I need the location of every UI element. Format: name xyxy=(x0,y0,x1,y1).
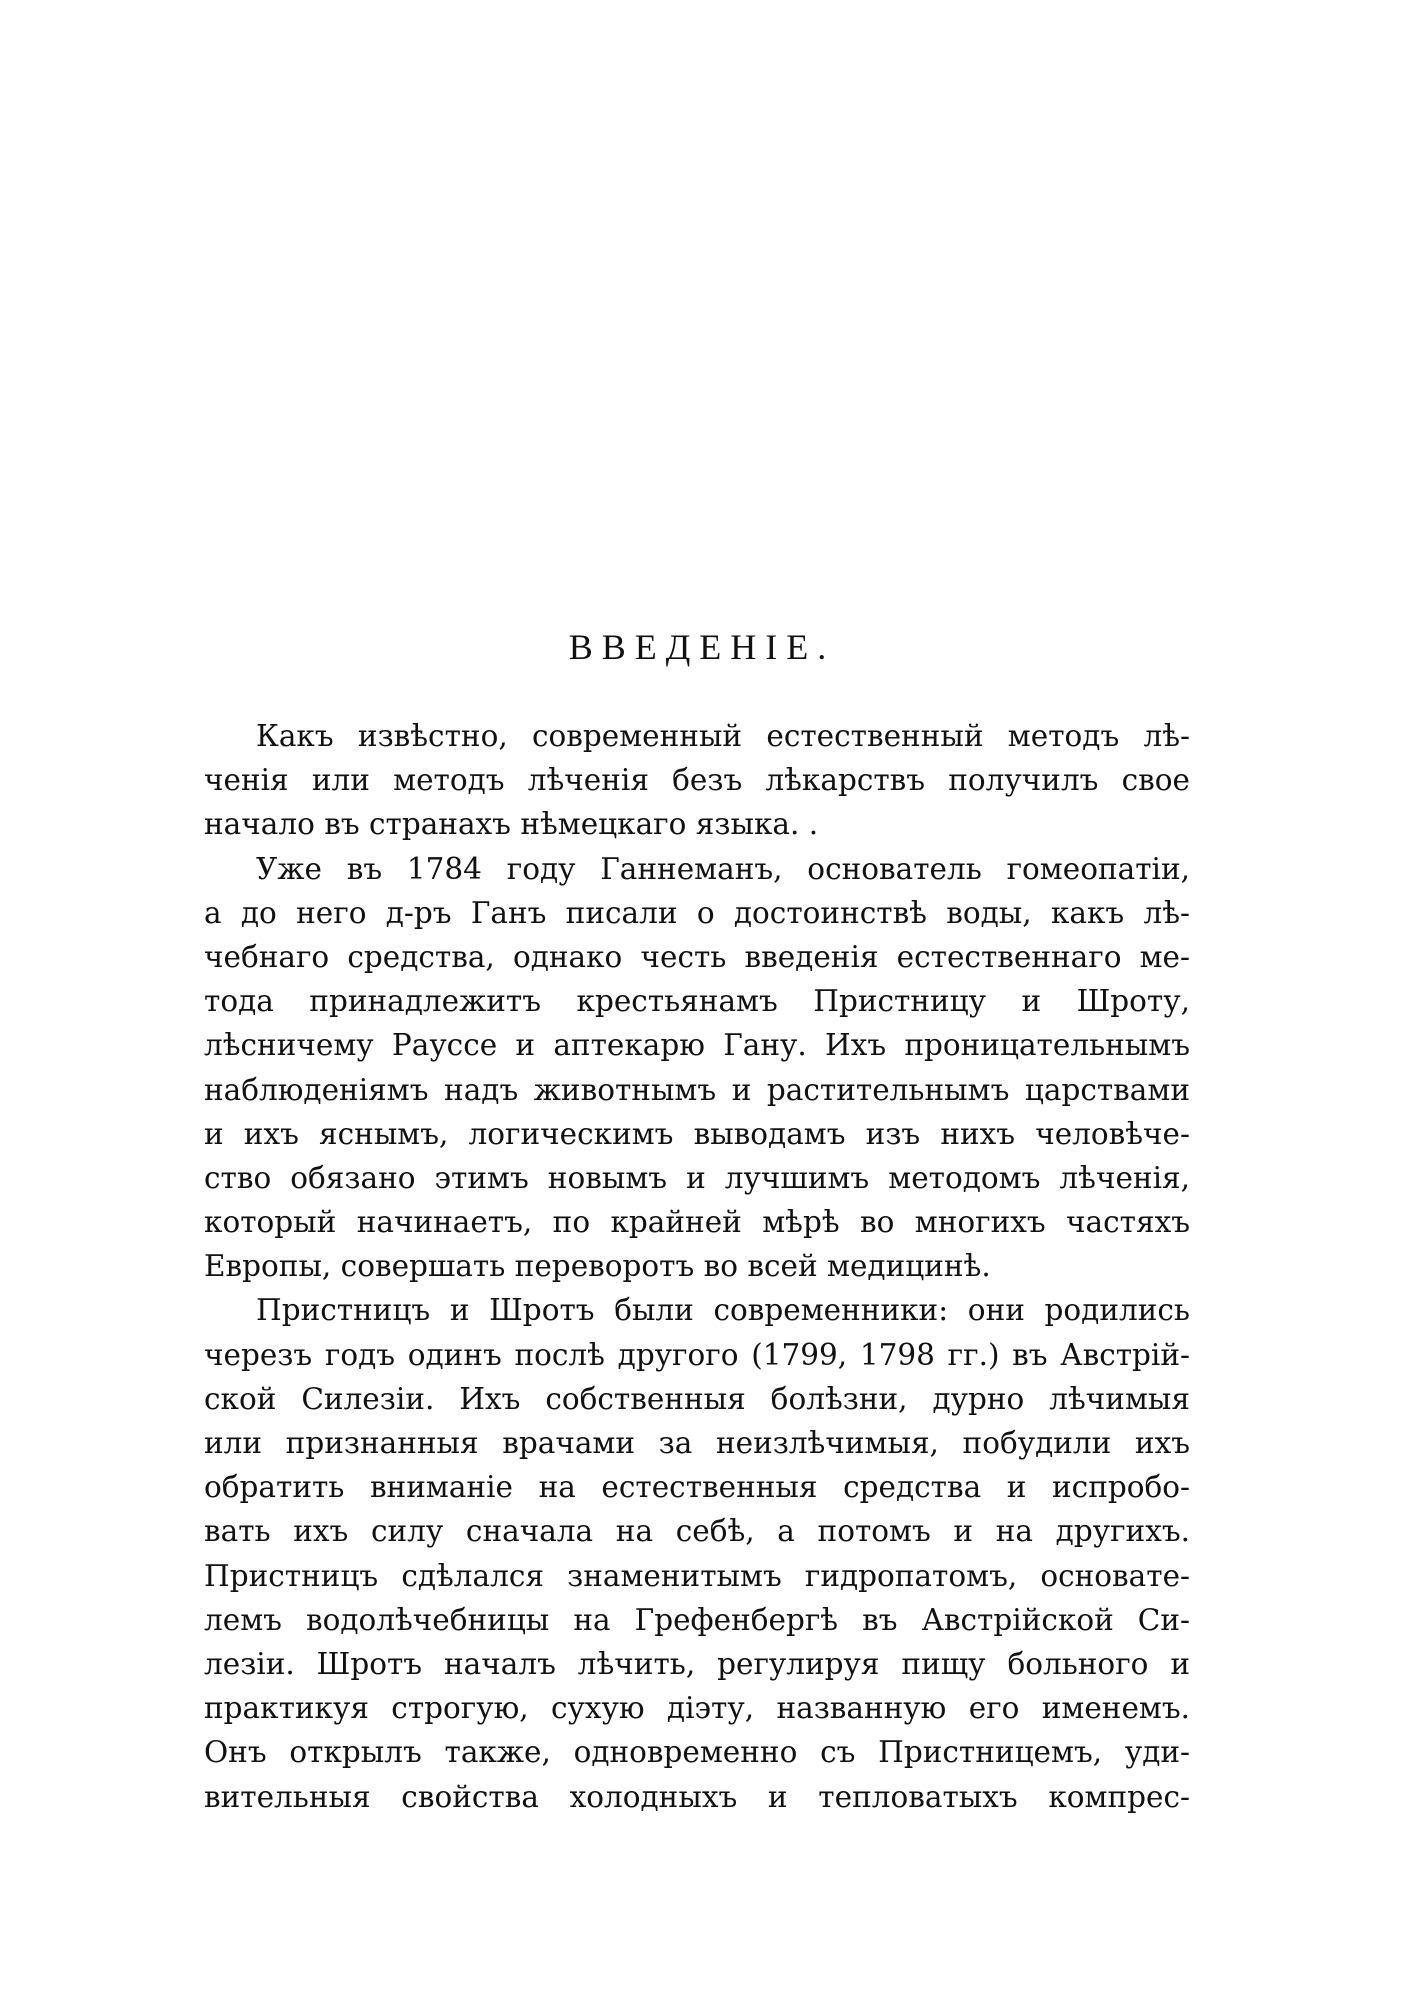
text-line: который начинаетъ, по крайней мѣрѣ во многихъ частяхъ xyxy=(204,1205,1190,1240)
text-line: или признанныя врачами за неизлѣчимыя, побудили ихъ xyxy=(204,1426,1190,1460)
text-line: обратить вниманіе на естественныя средства и испробо- xyxy=(204,1470,1190,1505)
text-line: Онъ открылъ также, одновременно съ Пристницемъ, уди- xyxy=(204,1735,1190,1770)
text-line: лѣсничему Раусce и аптекарю Гану. Ихъ проницательнымъ xyxy=(204,1028,1190,1063)
text-line: вать ихъ силу сначала на себѣ, а потомъ и на другихъ. xyxy=(204,1514,1190,1549)
text-line: ской Силезіи. Ихъ собственныя болѣзни, дурно лѣчимыя xyxy=(204,1381,1190,1416)
text-line: Уже въ 1784 году Ганнеманъ, основатель гомеопатіи, xyxy=(256,851,1190,886)
text-line: а до него д-ръ Ганъ писали о достоинствѣ воды, какъ лѣ- xyxy=(204,895,1190,930)
text-line: Какъ извѣстно, современный естественный методъ лѣ- xyxy=(256,719,1190,753)
text-line: начало въ странахъ нѣмецкаго языка. . xyxy=(204,807,819,842)
text-line: черезъ годъ одинъ послѣ другого (1799, 1798 гг.) въ Австрій- xyxy=(204,1337,1190,1372)
text-line: тода принадлежитъ крестьянамъ Пристницу и Шроту, xyxy=(204,984,1190,1019)
text-line: лезіи. Шротъ началъ лѣчить, регулируя пищу больного и xyxy=(204,1646,1190,1681)
text-line: лемъ водолѣчебницы на Грефенбергѣ въ Австрійской Си- xyxy=(204,1602,1190,1637)
text-line: ченія или методъ лѣченія безъ лѣкарствъ получилъ свое xyxy=(204,763,1190,798)
text-line: Пристницъ сдѣлался знаменитымъ гидропатомъ, основате- xyxy=(204,1558,1190,1593)
text-line: вительныя свойства холодныхъ и тепловатыхъ компрес- xyxy=(204,1779,1190,1814)
text-line: ство обязано этимъ новымъ и лучшимъ методомъ лѣченія, xyxy=(204,1160,1190,1195)
text-line: и ихъ яснымъ, логическимъ выводамъ изъ нихъ человѣче- xyxy=(204,1116,1190,1151)
text-line: практикуя строгую, сухую діэту, названную его именемъ. xyxy=(204,1691,1190,1726)
chapter-title: ВВЕДЕНІЕ. xyxy=(568,627,836,667)
text-line: Европы, совершать переворотъ во всей медицинѣ. xyxy=(204,1249,991,1284)
text-line: наблюденіямъ надъ животнымъ и растительнымъ царствами xyxy=(204,1072,1190,1107)
text-line: Пристницъ и Шротъ были современники: они родились xyxy=(256,1293,1190,1328)
text-line: чебнаго средства, однако честь введенія естественнаго ме- xyxy=(204,939,1190,974)
body-text xyxy=(204,714,1190,1819)
